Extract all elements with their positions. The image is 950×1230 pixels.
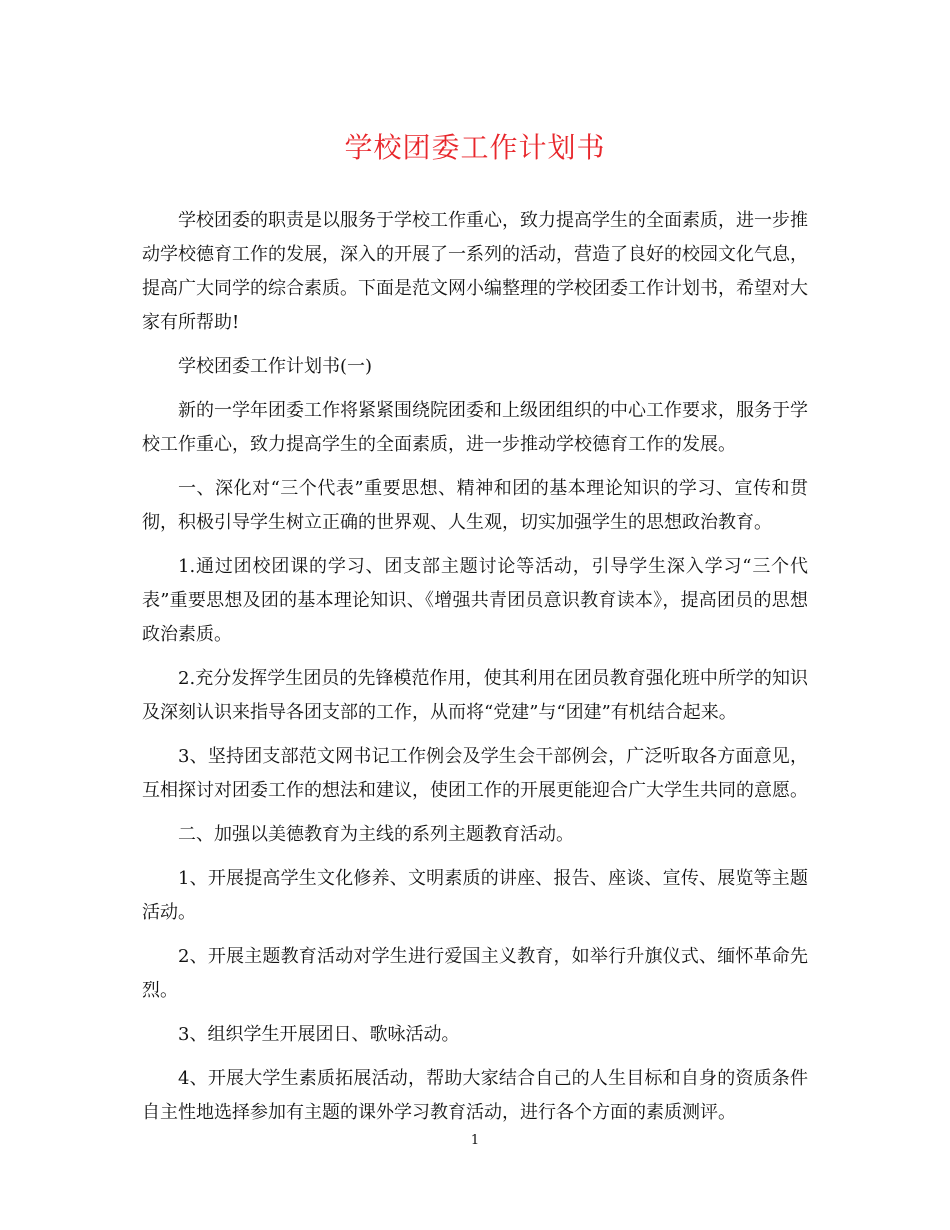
paragraph: 1、开展提高学生文化修养、文明素质的讲座、报告、座谈、宣传、展览等主题活动。 [142, 868, 808, 923]
paragraph: 2.充分发挥学生团员的先锋模范作用，使其利用在团员教育强化班中所学的知识及深刻认识来指导各团支部的工作，从而将“党建”与“团建”有机结合起来。 [142, 668, 808, 723]
paragraph: 3、坚持团支部范文网书记工作例会及学生会干部例会，广泛听取各方面意见，互相探讨对团委工作的想法和建议，使团工作的开展更能迎合广大学生共同的意愿。 [142, 746, 808, 801]
page-number: 1 [470, 1133, 480, 1148]
document-title: 学校团委工作计划书 [344, 131, 606, 164]
paragraph-intro: 学校团委的职责是以服务于学校工作重心，致力提高学生的全面素质，进一步推动学校德育工作的发展，深入的开展了一系列的活动，营造了良好的校园文化气息，提高广大同学的综合素质。下面是范文网小编整理的学校团委工作计划书，希望对大家有所帮助! [142, 210, 808, 333]
paragraph: 3、组织学生开展团日、歌咏活动。 [178, 1024, 460, 1045]
paragraph: 二、加强以美德教育为主线的系列主题教育活动。 [178, 824, 574, 845]
paragraph: 2、开展主题教育活动对学生进行爱国主义教育，如举行升旗仪式、缅怀革命先烈。 [142, 946, 808, 1001]
paragraph: 1.通过团校团课的学习、团支部主题讨论等活动，引导学生深入学习“三个代表”重要思想及团的基本理论知识、《增强共青团员意识教育读本》，提高团员的思想政治素质。 [142, 556, 808, 645]
paragraph-subtitle: 学校团委工作计划书(一) [178, 356, 373, 377]
paragraph: 4、开展大学生素质拓展活动，帮助大家结合自己的人生目标和自身的资质条件自主性地选择参加有主题的课外学习教育活动，进行各个方面的素质测评。 [142, 1068, 808, 1123]
document-body [142, 204, 808, 1140]
paragraph: 新的一学年团委工作将紧紧围绕院团委和上级团组织的中心工作要求，服务于学校工作重心，致力提高学生的全面素质，进一步推动学校德育工作的发展。 [142, 400, 808, 455]
paragraph: 一、深化对“三个代表”重要思想、精神和团的基本理论知识的学习、宣传和贯彻，积极引导学生树立正确的世界观、人生观，切实加强学生的思想政治教育。 [142, 478, 808, 533]
